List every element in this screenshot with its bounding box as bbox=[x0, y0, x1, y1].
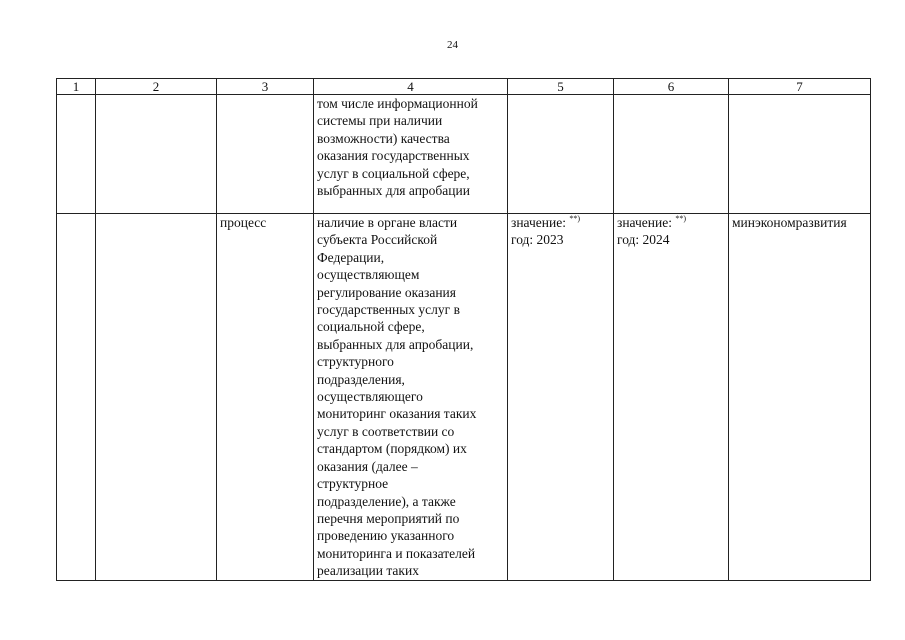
column-header-5: 5 bbox=[508, 79, 614, 95]
value-label bbox=[617, 214, 725, 231]
table-cell bbox=[57, 214, 96, 581]
column-header-4: 4 bbox=[314, 79, 508, 95]
column-header-7: 7 bbox=[729, 79, 871, 95]
page-number: 24 bbox=[447, 39, 458, 51]
column-header-6: 6 bbox=[614, 79, 729, 95]
value-label-text: значение: bbox=[511, 215, 566, 230]
column-header-2: 2 bbox=[96, 79, 217, 95]
table-row bbox=[57, 95, 871, 214]
footnote-mark: **) bbox=[675, 213, 687, 223]
table-cell bbox=[57, 95, 96, 214]
column-header-3: 3 bbox=[217, 79, 314, 95]
indicator-description-text: наличие в органе власти субъекта Российской Федерации, осуществляющем регулирование оказания государственных услуг в социальной сфере, выбранных для апробации, структурного подразделения, осуществляющего мониторинг оказания таких услуг в соответствии со стандартом (порядком) их оказания (далее – структурное подразделение), а также перечня мероприятий по проведению указанного мониторинга и показателей реализации таких bbox=[317, 215, 477, 579]
footnote-mark: **) bbox=[569, 213, 581, 223]
table-cell bbox=[729, 95, 871, 214]
table-row bbox=[57, 214, 871, 581]
value-year: год: 2023 bbox=[511, 232, 564, 248]
document-table bbox=[56, 78, 871, 581]
table-cell bbox=[508, 95, 614, 214]
table-cell bbox=[217, 95, 314, 214]
value-label-text: значение: bbox=[617, 215, 672, 230]
indicator-description-text: том числе информационной системы при наличии возможности) качества оказания государственных услуг в социальной сфере, выбранных для апробации bbox=[317, 96, 478, 199]
table-cell bbox=[96, 214, 217, 581]
value-cell-2023 bbox=[508, 214, 614, 581]
table-cell bbox=[614, 95, 729, 214]
column-header-1: 1 bbox=[57, 79, 96, 95]
value-year: год: 2024 bbox=[617, 232, 670, 248]
responsible-body-cell: минэкономразвития bbox=[729, 214, 871, 581]
table-cell bbox=[96, 95, 217, 214]
indicator-description-cell bbox=[314, 95, 508, 214]
value-label bbox=[511, 214, 610, 231]
value-cell-2024 bbox=[614, 214, 729, 581]
indicator-type-cell: процесс bbox=[217, 214, 314, 581]
indicator-description-cell bbox=[314, 214, 508, 581]
header-row bbox=[57, 79, 871, 95]
